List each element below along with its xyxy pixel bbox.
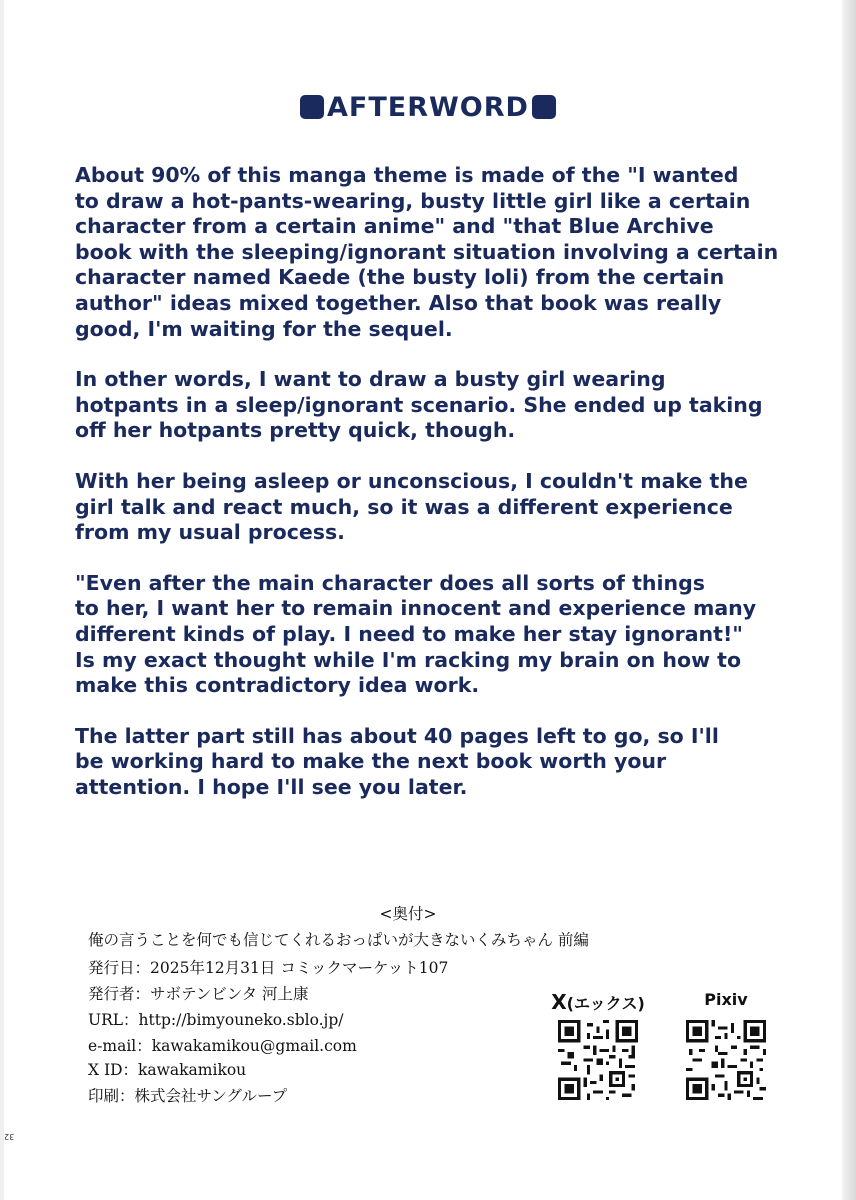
colophon-x-id: X ID：kawakamikou [88, 1061, 247, 1079]
qr-code-icon [686, 1020, 766, 1100]
page-right-edge [842, 0, 856, 1200]
title-square-left [300, 95, 324, 119]
colophon-url: URL：http://bimyouneko.sblo.jp/ [88, 1011, 344, 1029]
paragraph-5: The latter part still has about 40 pages left to go, so I'll be working hard to make the next book worth your attention. I hope I'll see you later. [75, 723, 719, 799]
paragraph-1: About 90% of this manga theme is made of the "I wanted to draw a hot-pants-wearing, busty little girl like a certain character from a certain anime" and "that Blue Archive book with the sleeping/ignorant situation involving a certain character named Kaede (the busty loli) from the certain author" ideas mixed together. Also that book was really good, I'm waiting for the sequel. [75, 163, 779, 341]
page-left-edge [0, 0, 4, 1200]
paragraph-2: In other words, I want to draw a busty girl wearing hotpants in a sleep/ignorant scenario. She ended up taking off her hotpants pretty quick, though. [75, 367, 763, 443]
afterword-body [75, 163, 795, 825]
qr-x-label-text: (エックス) [566, 994, 645, 1013]
title-square-right [532, 95, 556, 119]
page-number: 32 [4, 1132, 15, 1141]
qr-code-icon [558, 1020, 638, 1100]
qr-x-label [548, 990, 648, 1014]
colophon-book-title: 俺の言うことを何でも信じてくれるおっぱいが大きないくみちゃん 前編 [88, 931, 589, 949]
afterword-title [0, 92, 856, 123]
paragraph-4: "Even after the main character does all sorts of things to her, I want her to remain innocent and experience many different kinds of play. I need to make her stay ignorant!" Is my exact thought while I'm racking my brain on how to make this contradictory idea work. [75, 570, 757, 698]
qr-pixiv-label [680, 990, 772, 1014]
qr-pixiv-label-text: Pixiv [704, 990, 748, 1009]
colophon-printer: 印刷：株式会社サングループ [88, 1087, 288, 1105]
colophon-issue-date: 発行日：2025年12月31日 コミックマーケット107 [88, 959, 449, 977]
qr-pixiv [680, 990, 772, 1104]
colophon-publisher: 発行者：サボテンビンタ 河上康 [88, 985, 309, 1003]
qr-x [548, 990, 648, 1104]
colophon-email: e-mail：kawakamikou@gmail.com [88, 1037, 357, 1055]
x-logo-icon: X [551, 990, 567, 1014]
colophon-heading: <奥付> [379, 905, 437, 923]
afterword-title-text: AFTERWORD [327, 92, 529, 123]
paragraph-3: With her being asleep or unconscious, I couldn't make the girl talk and react much, so it was a different experience from my usual process. [75, 468, 748, 545]
